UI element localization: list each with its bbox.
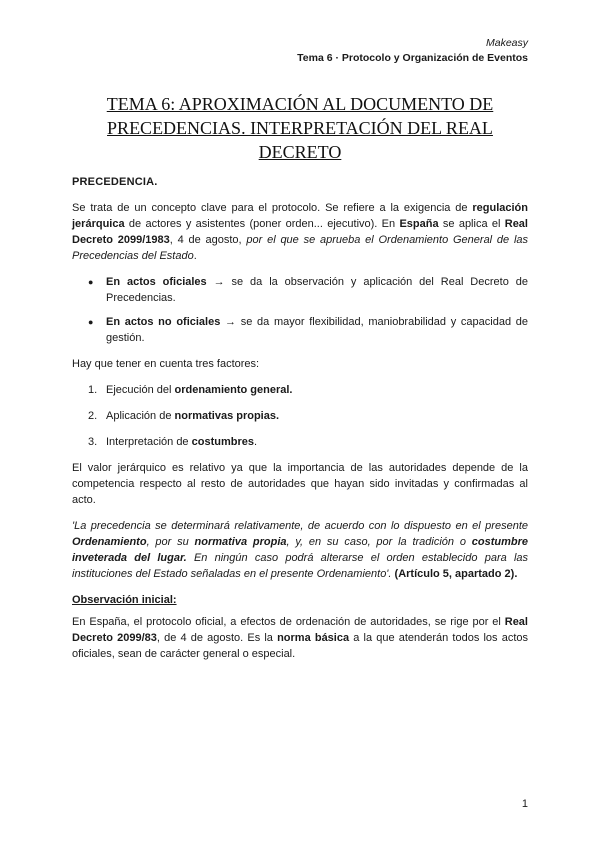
quote-bold: costumbre inveterada del lugar.: [72, 536, 528, 564]
intro-bold: España: [399, 218, 439, 230]
quote-text: , y, en su caso, por la tradición o: [286, 536, 472, 548]
list-item: [72, 314, 528, 346]
bullet-text: → se da mayor flexibilidad, maniobrabilidad y capacidad de gestión.: [106, 316, 528, 344]
header-brand: Makeasy: [485, 37, 528, 49]
legal-quote: [72, 518, 528, 582]
bullet-icon: ●: [88, 277, 94, 287]
header-topic: Tema 6 · Protocolo y Organización de Eventos: [297, 52, 528, 64]
bullet-icon: ●: [88, 317, 94, 327]
list-item: [72, 408, 528, 424]
observation-bold: Real Decreto 2099/83: [72, 616, 528, 644]
list-number: 1.: [88, 384, 98, 396]
intro-italic: por el que se aprueba el Ordenamiento General de las Precedencias del Estado: [72, 234, 528, 262]
list-item: [72, 382, 528, 398]
bullet-bold: En actos no oficiales: [106, 316, 221, 328]
intro-text: de actores y asistentes (poner orden... ejecutivo). En: [124, 218, 400, 230]
quote-bold: Ordenamiento: [72, 536, 147, 548]
observation-paragraph: [72, 614, 528, 662]
factor-bold: costumbres: [191, 436, 254, 448]
factor-text: Ejecución del: [106, 384, 175, 396]
factor-text: Aplicación de: [106, 410, 175, 422]
section-heading: PRECEDENCIA.: [72, 176, 158, 188]
document-body: [72, 174, 528, 672]
document-title: [72, 92, 528, 164]
bullet-text: → se da la observación y aplicación del Real Decreto de Precedencias.: [106, 276, 528, 304]
observation-bold: norma básica: [277, 632, 350, 644]
factors-intro: Hay que tener en cuenta tres factores:: [72, 358, 260, 370]
list-number: 3.: [88, 436, 98, 448]
intro-text: se aplica el: [438, 218, 505, 230]
list-number: 2.: [88, 410, 98, 422]
title-line-1: TEMA 6: APROXIMACIÓN AL DOCUMENTO DE: [106, 94, 494, 114]
hierarchy-note: El valor jerárquico es relativo ya que la importancia de las autoridades depende de la competencia respecto al resto de autoridades que hayan sido invitadas y confirmadas al acto.: [72, 462, 528, 506]
quote-text: En ningún caso podrá alterarse el orden establecido para las instituciones del Estado señaladas en el presente Ordenamiento'.: [72, 552, 529, 580]
bullet-bold: En actos oficiales: [106, 276, 207, 288]
quote-reference: (Artículo 5, apartado 2).: [394, 568, 518, 580]
intro-text: .: [193, 250, 197, 262]
observation-text: , de 4 de agosto. Es la: [156, 632, 278, 644]
quote-text: 'La precedencia se determinará relativamente, de acuerdo con lo dispuesto en el presente: [72, 520, 528, 532]
observation-text: a la que atenderán todos los actos oficiales, sean de carácter general o especial.: [72, 632, 528, 660]
quote-bold: normativa propia: [194, 536, 287, 548]
title-line-2: PRECEDENCIAS. INTERPRETACIÓN DEL REAL DECRETO: [107, 118, 493, 162]
observation-text: En España, el protocolo oficial, a efectos de ordenación de autoridades, se rige por el: [72, 616, 505, 628]
factor-text: Interpretación de: [106, 436, 192, 448]
list-item: [72, 434, 528, 450]
list-item: [72, 274, 528, 306]
intro-bold: Real Decreto 2099/1983: [72, 218, 528, 246]
factors-list: [72, 382, 528, 450]
factor-after: .: [253, 436, 258, 448]
factor-bold: normativas propias.: [174, 410, 280, 422]
observation-heading: Observación inicial:: [72, 594, 177, 606]
intro-text: , 4 de agosto,: [169, 234, 247, 246]
intro-bold: regulación jerárquica: [72, 202, 528, 230]
bullet-list: [72, 274, 528, 346]
factor-bold: ordenamiento general.: [174, 384, 293, 396]
intro-text: Se trata de un concepto clave para el protocolo. Se refiere a la exigencia de: [72, 202, 473, 214]
quote-text: , por su: [146, 536, 195, 548]
page-number: 1: [521, 798, 528, 810]
intro-paragraph: [72, 200, 528, 264]
page-header: [297, 36, 528, 66]
